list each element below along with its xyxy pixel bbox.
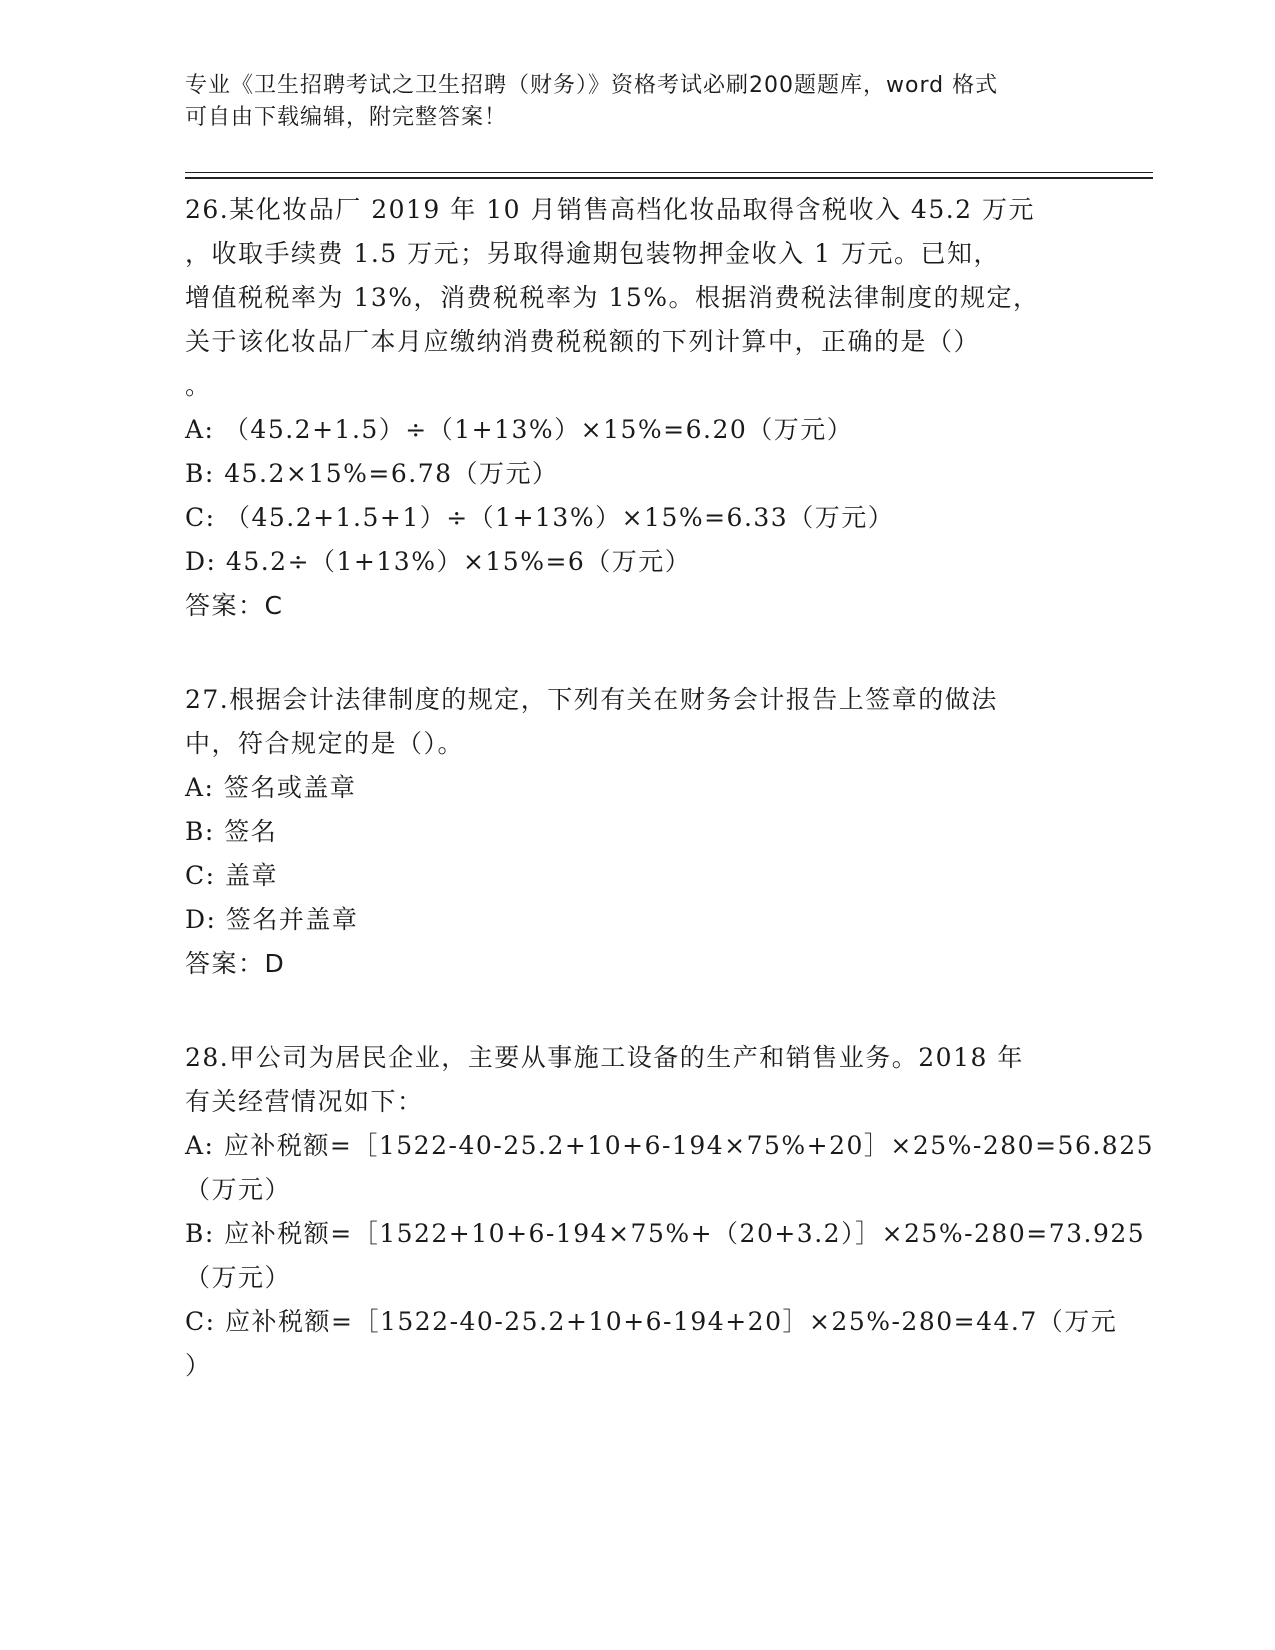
option-c: C: （45.2+1.5+1）÷（1+13%）×15%=6.33（万元） <box>185 503 895 532</box>
option-b: B: 签名 <box>185 817 278 846</box>
question-text-line: 26.某化妆品厂 2019 年 10 月销售高档化妆品取得含税收入 45.2 万元 <box>185 195 1036 224</box>
header-line-2: 可自由下载编辑，附完整答案！ <box>185 105 508 130</box>
option-c: C: 盖章 <box>185 861 278 890</box>
option-a: A: 签名或盖章 <box>185 773 357 802</box>
header-rule-thin <box>185 172 1153 173</box>
question-text-line: 28.甲公司为居民企业，主要从事施工设备的生产和销售业务。2018 年 <box>185 1043 1024 1072</box>
question-text-line: 。 <box>185 371 212 400</box>
option-a-continued: （万元） <box>185 1175 292 1204</box>
question-text-line: 增值税税率为 13%，消费税税率为 15%。根据消费税法律制度的规定， <box>185 283 1040 312</box>
option-b: B: 应补税额=［1522+10+6-194×75%+（20+3.2）］×25%-280=73.925 <box>185 1219 1146 1248</box>
question-28 <box>185 1036 1155 1388</box>
answer-label: 答案：D <box>185 949 286 978</box>
question-list <box>185 188 1155 1438</box>
option-a: A: （45.2+1.5）÷（1+13%）×15%=6.20（万元） <box>185 415 854 444</box>
document-header <box>185 70 1085 134</box>
option-b: B: 45.2×15%=6.78（万元） <box>185 459 559 488</box>
question-text-line: ，收取手续费 1.5 万元；另取得逾期包装物押金收入 1 万元。已知， <box>185 239 1000 268</box>
option-a: A: 应补税额=［1522-40-25.2+10+6-194×75%+20］×25%-280=56.825 <box>185 1131 1155 1160</box>
question-text-line: 中，符合规定的是（）。 <box>185 729 465 758</box>
header-line-1: 专业《卫生招聘考试之卫生招聘（财务）》资格考试必刷200题题库，word 格式 <box>185 73 999 98</box>
question-27 <box>185 678 1085 986</box>
option-b-continued: （万元） <box>185 1263 292 1292</box>
option-c-continued: ） <box>185 1351 212 1380</box>
question-text-line: 有关经营情况如下： <box>185 1087 424 1116</box>
question-text-line: 关于该化妆品厂本月应缴纳消费税税额的下列计算中，正确的是（） <box>185 327 981 356</box>
option-c: C: 应补税额=［1522-40-25.2+10+6-194+20］×25%-280=44.7（万元 <box>185 1307 1118 1336</box>
option-d: D: 签名并盖章 <box>185 905 359 934</box>
question-text-line: 27.根据会计法律制度的规定，下列有关在财务会计报告上签章的做法 <box>185 685 998 714</box>
header-rule-thick <box>185 177 1153 179</box>
question-26 <box>185 188 1085 628</box>
option-d: D: 45.2÷（1+13%）×15%=6（万元） <box>185 547 692 576</box>
answer-label: 答案：C <box>185 591 284 620</box>
